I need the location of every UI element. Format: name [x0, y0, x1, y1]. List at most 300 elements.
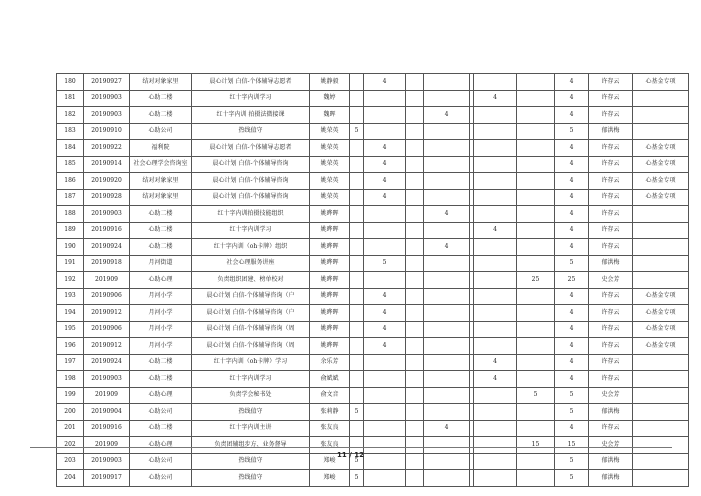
cell-volunteer-name: 姚晔晖 — [310, 222, 350, 239]
cell-total-hours: 5 — [555, 404, 589, 421]
cell-hours-col-7 — [517, 90, 555, 107]
cell-hours-col-7 — [517, 189, 555, 206]
cell-hours-col-1 — [350, 338, 364, 355]
cell-total-hours: 4 — [555, 74, 589, 91]
cell-location: 心助二楼 — [130, 107, 192, 124]
cell-hours-col-6 — [474, 321, 517, 338]
cell-total-hours: 4 — [555, 305, 589, 322]
cell-approver: 郁洪梅 — [589, 255, 633, 272]
cell-activity: 负责团辅组步方、业务督导 — [192, 437, 310, 454]
cell-row-index: 196 — [57, 338, 84, 355]
cell-location: 心助二楼 — [130, 90, 192, 107]
cell-hours-col-6 — [474, 404, 517, 421]
cell-project-note — [633, 387, 689, 404]
cell-hours-col-7 — [517, 222, 555, 239]
cell-date: 201909 — [84, 387, 130, 404]
cell-hours-col-2 — [364, 222, 406, 239]
cell-project-note — [633, 222, 689, 239]
table-row — [57, 123, 689, 140]
cell-hours-col-2 — [364, 239, 406, 256]
cell-hours-col-3 — [406, 222, 424, 239]
cell-hours-col-4 — [424, 305, 470, 322]
cell-hours-col-7 — [517, 74, 555, 91]
cell-volunteer-name: 姚晔晖 — [310, 305, 350, 322]
cell-row-index: 200 — [57, 404, 84, 421]
cell-hours-col-6 — [474, 206, 517, 223]
cell-project-note — [633, 255, 689, 272]
cell-approver: 许存云 — [589, 420, 633, 437]
cell-hours-col-3 — [406, 387, 424, 404]
cell-hours-col-1 — [350, 74, 364, 91]
cell-location: 心助心理 — [130, 272, 192, 289]
cell-project-note — [633, 206, 689, 223]
cell-hours-col-2 — [364, 206, 406, 223]
cell-hours-col-6 — [474, 387, 517, 404]
cell-hours-col-6: 4 — [474, 354, 517, 371]
cell-total-hours: 5 — [555, 453, 589, 470]
cell-hours-col-6 — [474, 338, 517, 355]
cell-total-hours: 4 — [555, 206, 589, 223]
cell-date: 20190917 — [84, 470, 130, 487]
cell-location: 结对对象家里 — [130, 189, 192, 206]
cell-hours-col-1 — [350, 90, 364, 107]
cell-hours-col-1 — [350, 272, 364, 289]
cell-hours-col-1 — [350, 288, 364, 305]
cell-row-index: 193 — [57, 288, 84, 305]
cell-date: 20190918 — [84, 255, 130, 272]
cell-volunteer-name: 姚晔晖 — [310, 239, 350, 256]
cell-activity: 热线值守 — [192, 470, 310, 487]
cell-activity: 晨心计划 白信-个体辅导咨询（户 — [192, 305, 310, 322]
cell-total-hours: 4 — [555, 173, 589, 190]
cell-activity: 晨心计划 白信-个体辅导咨询 — [192, 189, 310, 206]
cell-total-hours: 25 — [555, 272, 589, 289]
cell-date: 20190920 — [84, 173, 130, 190]
cell-hours-col-2: 4 — [364, 156, 406, 173]
cell-volunteer-name: 俞文音 — [310, 387, 350, 404]
cell-hours-col-1 — [350, 140, 364, 157]
cell-location: 结对对象家里 — [130, 173, 192, 190]
cell-approver: 许存云 — [589, 321, 633, 338]
table-row — [57, 107, 689, 124]
cell-total-hours: 4 — [555, 371, 589, 388]
cell-hours-col-2 — [364, 387, 406, 404]
cell-activity: 红十字内训（oh卡牌）学习 — [192, 354, 310, 371]
cell-date: 20190928 — [84, 189, 130, 206]
cell-date: 20190906 — [84, 321, 130, 338]
cell-hours-col-7: 5 — [517, 387, 555, 404]
cell-hours-col-4 — [424, 321, 470, 338]
cell-volunteer-name: 姚荣英 — [310, 156, 350, 173]
cell-row-index: 192 — [57, 272, 84, 289]
cell-hours-col-3 — [406, 173, 424, 190]
cell-project-note — [633, 371, 689, 388]
cell-total-hours: 4 — [555, 239, 589, 256]
cell-hours-col-7 — [517, 354, 555, 371]
cell-hours-col-3 — [406, 206, 424, 223]
cell-volunteer-name: 余乐芳 — [310, 354, 350, 371]
cell-hours-col-7 — [517, 470, 555, 487]
cell-hours-col-1 — [350, 305, 364, 322]
cell-row-index: 204 — [57, 470, 84, 487]
cell-project-note: 心基金专项 — [633, 156, 689, 173]
cell-hours-col-3 — [406, 239, 424, 256]
cell-hours-col-3 — [406, 140, 424, 157]
cell-project-note: 心基金专项 — [633, 140, 689, 157]
cell-approver: 许存云 — [589, 371, 633, 388]
cell-project-note: 心基金专项 — [633, 321, 689, 338]
cell-location: 心助二楼 — [130, 354, 192, 371]
cell-hours-col-7 — [517, 107, 555, 124]
cell-activity: 红十字内训主讲 — [192, 420, 310, 437]
cell-total-hours: 5 — [555, 123, 589, 140]
cell-hours-col-6 — [474, 470, 517, 487]
cell-total-hours: 4 — [555, 90, 589, 107]
cell-row-index: 189 — [57, 222, 84, 239]
cell-date: 20190927 — [84, 74, 130, 91]
cell-volunteer-name: 郑峻 — [310, 470, 350, 487]
cell-project-note — [633, 123, 689, 140]
cell-volunteer-name: 姚荣英 — [310, 140, 350, 157]
cell-location: 心助二楼 — [130, 371, 192, 388]
table-row — [57, 272, 689, 289]
cell-project-note: 心基金专项 — [633, 338, 689, 355]
cell-hours-col-4 — [424, 222, 470, 239]
cell-total-hours: 4 — [555, 189, 589, 206]
cell-project-note: 心基金专项 — [633, 189, 689, 206]
cell-hours-col-2: 4 — [364, 140, 406, 157]
cell-volunteer-name: 姚晔晖 — [310, 338, 350, 355]
cell-hours-col-3 — [406, 371, 424, 388]
cell-activity: 热线值守 — [192, 453, 310, 470]
cell-hours-col-7 — [517, 321, 555, 338]
footer-divider — [30, 447, 672, 448]
cell-approver: 许存云 — [589, 189, 633, 206]
cell-total-hours: 4 — [555, 107, 589, 124]
cell-hours-col-2 — [364, 90, 406, 107]
cell-volunteer-name: 俞斌斌 — [310, 371, 350, 388]
cell-approver: 史会芳 — [589, 437, 633, 454]
cell-row-index: 187 — [57, 189, 84, 206]
cell-hours-col-7 — [517, 173, 555, 190]
cell-hours-col-2 — [364, 420, 406, 437]
cell-activity: 晨心计划 白信-个体辅导咨询（户 — [192, 288, 310, 305]
table-row — [57, 206, 689, 223]
cell-hours-col-7 — [517, 288, 555, 305]
cell-volunteer-name: 郑峻 — [310, 453, 350, 470]
cell-hours-col-3 — [406, 338, 424, 355]
cell-hours-col-1 — [350, 107, 364, 124]
cell-hours-col-4: 4 — [424, 206, 470, 223]
table-row — [57, 305, 689, 322]
table-row — [57, 371, 689, 388]
cell-date: 20190903 — [84, 453, 130, 470]
table-row — [57, 255, 689, 272]
cell-location: 心助二楼 — [130, 206, 192, 223]
cell-location: 结对对象家里 — [130, 74, 192, 91]
cell-hours-col-3 — [406, 305, 424, 322]
cell-row-index: 188 — [57, 206, 84, 223]
cell-hours-col-6 — [474, 173, 517, 190]
cell-hours-col-1 — [350, 222, 364, 239]
cell-activity: 晨心计划 白信-个体辅导咨询 — [192, 156, 310, 173]
cell-date: 20190914 — [84, 156, 130, 173]
table-row — [57, 420, 689, 437]
cell-approver: 许存云 — [589, 156, 633, 173]
cell-activity: 热线值守 — [192, 404, 310, 421]
cell-hours-col-1 — [350, 239, 364, 256]
cell-hours-col-2 — [364, 404, 406, 421]
cell-project-note — [633, 354, 689, 371]
cell-activity: 晨心计划 白信-个体辅导咨询（周 — [192, 321, 310, 338]
cell-hours-col-4 — [424, 272, 470, 289]
cell-hours-col-1: 5 — [350, 453, 364, 470]
cell-hours-col-7: 15 — [517, 437, 555, 454]
cell-date: 20190912 — [84, 305, 130, 322]
cell-hours-col-2 — [364, 272, 406, 289]
cell-hours-col-7 — [517, 420, 555, 437]
cell-activity: 晨心计划 白信-个体辅导咨询 — [192, 173, 310, 190]
cell-hours-col-2: 4 — [364, 189, 406, 206]
cell-date: 20190924 — [84, 239, 130, 256]
cell-row-index: 199 — [57, 387, 84, 404]
cell-hours-col-1 — [350, 156, 364, 173]
cell-hours-col-1 — [350, 206, 364, 223]
cell-hours-col-1: 5 — [350, 404, 364, 421]
cell-approver: 许存云 — [589, 305, 633, 322]
cell-activity: 红十字内训 拍摄法微接课 — [192, 107, 310, 124]
cell-hours-col-4 — [424, 371, 470, 388]
cell-approver: 郁洪梅 — [589, 453, 633, 470]
cell-hours-col-4 — [424, 387, 470, 404]
cell-hours-col-7 — [517, 305, 555, 322]
cell-location: 月河小学 — [130, 338, 192, 355]
cell-hours-col-1 — [350, 255, 364, 272]
volunteer-hours-table — [56, 73, 689, 487]
cell-activity: 晨心计划 白信-个体辅导志愿者 — [192, 74, 310, 91]
cell-row-index: 186 — [57, 173, 84, 190]
cell-hours-col-4: 4 — [424, 239, 470, 256]
cell-approver: 郁洪梅 — [589, 404, 633, 421]
cell-date: 20190916 — [84, 222, 130, 239]
cell-date: 20190916 — [84, 420, 130, 437]
cell-hours-col-6: 4 — [474, 371, 517, 388]
table-row — [57, 354, 689, 371]
cell-activity: 红十字内训学习 — [192, 90, 310, 107]
cell-volunteer-name: 姚晔晖 — [310, 206, 350, 223]
cell-total-hours: 4 — [555, 420, 589, 437]
cell-approver: 许存云 — [589, 140, 633, 157]
cell-location: 心助公司 — [130, 453, 192, 470]
cell-approver: 许存云 — [589, 107, 633, 124]
cell-hours-col-7 — [517, 206, 555, 223]
cell-total-hours: 4 — [555, 288, 589, 305]
cell-hours-col-2 — [364, 123, 406, 140]
cell-hours-col-4 — [424, 338, 470, 355]
cell-hours-col-7 — [517, 255, 555, 272]
cell-hours-col-6 — [474, 288, 517, 305]
cell-location: 心助二楼 — [130, 239, 192, 256]
cell-hours-col-6: 4 — [474, 90, 517, 107]
cell-approver: 许存云 — [589, 288, 633, 305]
table-row — [57, 173, 689, 190]
cell-total-hours: 4 — [555, 156, 589, 173]
cell-total-hours: 5 — [555, 470, 589, 487]
cell-hours-col-4 — [424, 189, 470, 206]
cell-activity: 社会心理服务讲座 — [192, 255, 310, 272]
cell-volunteer-name: 姚静毅 — [310, 74, 350, 91]
cell-total-hours: 4 — [555, 222, 589, 239]
cell-location: 心助二楼 — [130, 420, 192, 437]
cell-hours-col-7 — [517, 123, 555, 140]
cell-row-index: 203 — [57, 453, 84, 470]
cell-hours-col-4 — [424, 354, 470, 371]
cell-approver: 郁洪梅 — [589, 123, 633, 140]
cell-total-hours: 4 — [555, 140, 589, 157]
cell-hours-col-2: 4 — [364, 305, 406, 322]
cell-project-note — [633, 404, 689, 421]
cell-hours-col-6 — [474, 272, 517, 289]
cell-hours-col-3 — [406, 156, 424, 173]
cell-hours-col-4 — [424, 404, 470, 421]
cell-volunteer-name: 魏晖 — [310, 107, 350, 124]
cell-row-index: 197 — [57, 354, 84, 371]
cell-row-index: 190 — [57, 239, 84, 256]
cell-hours-col-1 — [350, 189, 364, 206]
table-row — [57, 90, 689, 107]
cell-project-note — [633, 239, 689, 256]
table-row — [57, 288, 689, 305]
cell-volunteer-name: 姚晔晖 — [310, 321, 350, 338]
cell-hours-col-4 — [424, 90, 470, 107]
cell-date: 201909 — [84, 272, 130, 289]
cell-volunteer-name: 张友良 — [310, 420, 350, 437]
cell-approver: 许存云 — [589, 74, 633, 91]
cell-total-hours: 15 — [555, 437, 589, 454]
cell-project-note — [633, 107, 689, 124]
cell-date: 20190910 — [84, 123, 130, 140]
cell-location: 月河小学 — [130, 305, 192, 322]
cell-row-index: 182 — [57, 107, 84, 124]
cell-hours-col-3 — [406, 404, 424, 421]
table-row — [57, 140, 689, 157]
cell-date: 20190912 — [84, 338, 130, 355]
cell-project-note: 心基金专项 — [633, 74, 689, 91]
cell-hours-col-4 — [424, 156, 470, 173]
cell-hours-col-2: 4 — [364, 74, 406, 91]
cell-hours-col-6 — [474, 420, 517, 437]
cell-approver: 郁洪梅 — [589, 470, 633, 487]
table-row — [57, 387, 689, 404]
cell-hours-col-3 — [406, 272, 424, 289]
cell-project-note: 心基金专项 — [633, 305, 689, 322]
cell-hours-col-2: 4 — [364, 321, 406, 338]
cell-approver: 许存云 — [589, 222, 633, 239]
cell-row-index: 191 — [57, 255, 84, 272]
cell-project-note — [633, 90, 689, 107]
cell-volunteer-name: 姚晔晖 — [310, 288, 350, 305]
cell-date: 20190904 — [84, 404, 130, 421]
cell-date: 20190906 — [84, 288, 130, 305]
cell-row-index: 198 — [57, 371, 84, 388]
cell-activity: 晨心计划 白信-个体辅导志愿者 — [192, 140, 310, 157]
cell-hours-col-2: 4 — [364, 338, 406, 355]
cell-hours-col-1 — [350, 371, 364, 388]
table-row — [57, 470, 689, 487]
cell-hours-col-3 — [406, 123, 424, 140]
cell-activity: 负责学会秘书处 — [192, 387, 310, 404]
cell-approver: 许存云 — [589, 354, 633, 371]
cell-activity: 红十字内训（oh卡牌）组织 — [192, 239, 310, 256]
table-row — [57, 189, 689, 206]
cell-total-hours: 5 — [555, 387, 589, 404]
table-row — [57, 74, 689, 91]
cell-approver: 史会芳 — [589, 387, 633, 404]
cell-hours-col-6 — [474, 140, 517, 157]
cell-total-hours: 5 — [555, 255, 589, 272]
cell-hours-col-1: 5 — [350, 123, 364, 140]
cell-hours-col-4 — [424, 288, 470, 305]
cell-hours-col-4 — [424, 470, 470, 487]
cell-row-index: 183 — [57, 123, 84, 140]
cell-date: 20190903 — [84, 90, 130, 107]
cell-hours-col-1: 5 — [350, 470, 364, 487]
cell-approver: 史会芳 — [589, 272, 633, 289]
cell-activity: 红十字内训拍摄技能组织 — [192, 206, 310, 223]
cell-row-index: 202 — [57, 437, 84, 454]
cell-volunteer-name: 姚荣英 — [310, 173, 350, 190]
cell-location: 心助公司 — [130, 123, 192, 140]
cell-location: 月河小学 — [130, 288, 192, 305]
cell-activity: 红十字内训学习 — [192, 222, 310, 239]
cell-project-note — [633, 420, 689, 437]
cell-hours-col-2 — [364, 107, 406, 124]
cell-hours-col-1 — [350, 354, 364, 371]
cell-hours-col-7 — [517, 404, 555, 421]
table-row — [57, 321, 689, 338]
cell-total-hours: 4 — [555, 354, 589, 371]
cell-hours-col-6 — [474, 255, 517, 272]
cell-hours-col-4 — [424, 255, 470, 272]
cell-hours-col-1 — [350, 173, 364, 190]
cell-project-note — [633, 272, 689, 289]
cell-location: 心助二楼 — [130, 222, 192, 239]
cell-row-index: 194 — [57, 305, 84, 322]
cell-volunteer-name: 张莉静 — [310, 404, 350, 421]
table-row — [57, 156, 689, 173]
cell-hours-col-6 — [474, 107, 517, 124]
cell-volunteer-name: 姚晔晖 — [310, 272, 350, 289]
page-number: 11 / 12 — [337, 451, 364, 459]
cell-volunteer-name: 姚荣英 — [310, 123, 350, 140]
cell-hours-col-7 — [517, 156, 555, 173]
cell-date: 201909 — [84, 437, 130, 454]
cell-row-index: 184 — [57, 140, 84, 157]
cell-hours-col-3 — [406, 420, 424, 437]
cell-hours-col-7: 25 — [517, 272, 555, 289]
table-row — [57, 404, 689, 421]
cell-date: 20190903 — [84, 206, 130, 223]
cell-activity: 热线值守 — [192, 123, 310, 140]
cell-hours-col-2: 4 — [364, 173, 406, 190]
cell-hours-col-4 — [424, 140, 470, 157]
cell-volunteer-name: 张友良 — [310, 437, 350, 454]
cell-approver: 许存云 — [589, 173, 633, 190]
cell-date: 20190903 — [84, 371, 130, 388]
cell-date: 20190903 — [84, 107, 130, 124]
cell-activity: 红十字内训学习 — [192, 371, 310, 388]
cell-hours-col-2 — [364, 371, 406, 388]
